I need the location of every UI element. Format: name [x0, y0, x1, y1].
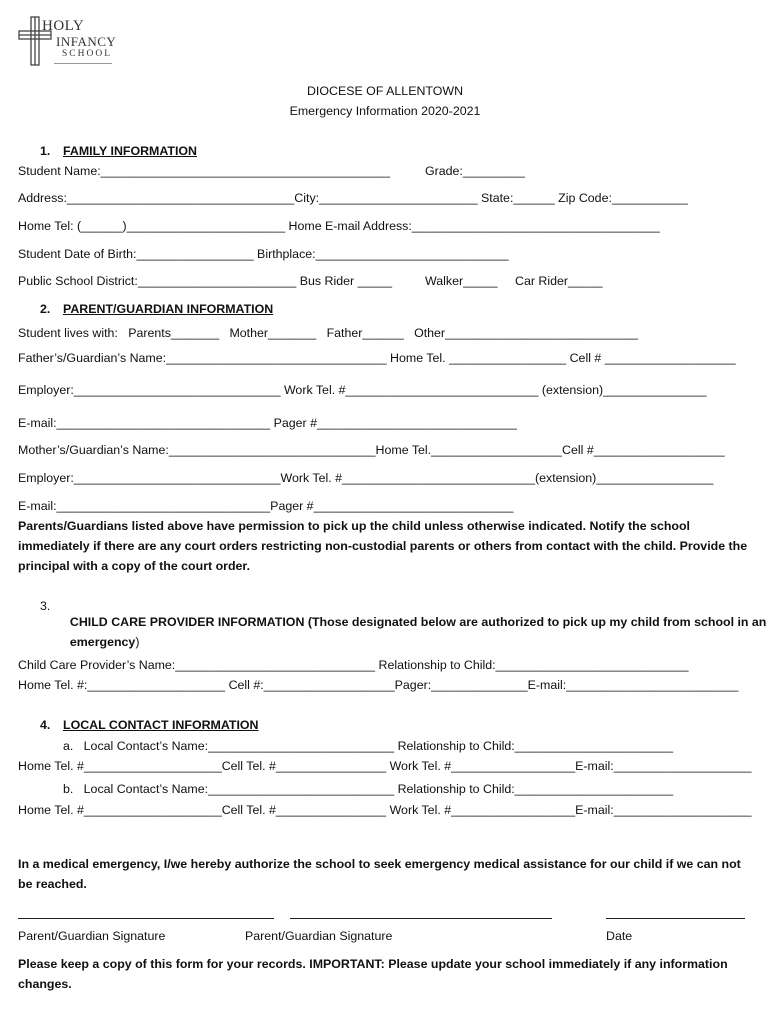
mother-email-row[interactable]: E-mail:_______________________________Pager #_____________________________ [18, 499, 514, 513]
section-4-number: 4. [40, 718, 51, 732]
logo-line-3: SCHOOL [62, 49, 113, 59]
home-tel-email-row[interactable]: Home Tel: (______)_______________________ Home E-mail Address:____________________________________ [18, 219, 660, 233]
section-3-note: (Those designated below are authorized to pick up my child from school in an [307, 615, 767, 629]
section-2-number: 2. [40, 302, 51, 316]
signature-label-2: Parent/Guardian Signature [245, 929, 393, 943]
walker-field[interactable]: Walker_____ [425, 274, 498, 288]
section-3-heading-line [63, 598, 766, 630]
date-label: Date [606, 929, 633, 943]
medical-authorization: In a medical emergency, I/we hereby authorize the school to seek emergency medical assistance for our child if we can not be reached. [18, 857, 741, 891]
school-logo [18, 16, 128, 70]
signature-line-2[interactable] [290, 918, 552, 919]
logo-line-1: HOLY [42, 18, 85, 34]
student-lives-with-row[interactable]: Student lives with: Parents_______ Mother_______ Father______ Other____________________________ [18, 326, 639, 340]
mother-employer-row[interactable]: Employer:______________________________Work Tel. #____________________________(extension)_________________ [18, 471, 714, 485]
address-row[interactable]: Address:_________________________________City:_______________________ State:______ Zip Code:___________ [18, 191, 688, 205]
car-rider-field[interactable]: Car Rider_____ [515, 274, 603, 288]
section-1-number: 1. [40, 144, 51, 158]
footer-notice: Please keep a copy of this form for your records. IMPORTANT: Please update your school immediately if any information changes. [18, 957, 728, 991]
district-bus-row[interactable]: Public School District:_______________________ Bus Rider _____ [18, 274, 393, 288]
section-3-note-close: ) [135, 635, 140, 649]
mother-name-row[interactable]: Mother’s/Guardian’s Name:______________________________Home Tel.___________________Cell #___________________ [18, 443, 725, 457]
father-employer-row[interactable]: Employer:______________________________ Work Tel. #____________________________ (extension)_______________ [18, 383, 707, 397]
document-title: DIOCESE OF ALLENTOWN [306, 84, 464, 98]
pickup-permission-notice: Parents/Guardians listed above have permission to pick up the child unless otherwise indicated. Notify the school immediately if there are any court orders restricting non-custodial parents or others from contact with the child. Provide the principal with a copy of the court order. [18, 519, 748, 573]
student-name-field[interactable]: Student Name:__________________________________________ [18, 164, 391, 178]
document-subtitle: Emergency Information 2020-2021 [289, 104, 481, 118]
contact-a-tel-row[interactable]: Home Tel. #____________________Cell Tel. #________________ Work Tel. #__________________E-mail:____________________ [18, 759, 752, 773]
signature-line-1[interactable] [18, 918, 274, 919]
contact-a-name-row[interactable]: a. Local Contact’s Name:___________________________ Relationship to Child:_______________________ [63, 739, 674, 753]
section-3-number: 3. [40, 599, 51, 613]
dob-birthplace-row[interactable]: Student Date of Birth:_________________ Birthplace:____________________________ [18, 247, 509, 261]
section-4-heading: LOCAL CONTACT INFORMATION [63, 718, 259, 732]
father-email-row[interactable]: E-mail:_______________________________ Pager #_____________________________ [18, 416, 517, 430]
childcare-tel-row[interactable]: Home Tel. #:____________________ Cell #:___________________Pager:______________E-mail:_________________________ [18, 678, 739, 692]
section-3-note-line-2 [63, 618, 139, 650]
father-name-row[interactable]: Father’s/Guardian’s Name:________________________________ Home Tel. _________________ Cell # ___________________ [18, 351, 736, 365]
logo-line-2: INFANCY [56, 34, 117, 49]
section-2-heading: PARENT/GUARDIAN INFORMATION [63, 302, 274, 316]
section-3-note-emergency: emergency [69, 635, 136, 649]
grade-field[interactable]: Grade:_________ [425, 164, 525, 178]
contact-b-name-row[interactable]: b. Local Contact’s Name:___________________________ Relationship to Child:_______________________ [63, 782, 674, 796]
signature-label-1: Parent/Guardian Signature [18, 929, 166, 943]
date-line[interactable] [606, 918, 745, 919]
childcare-name-row[interactable]: Child Care Provider’s Name:_____________________________ Relationship to Child:____________________________ [18, 658, 689, 672]
contact-b-tel-row[interactable]: Home Tel. #____________________Cell Tel. #________________ Work Tel. #__________________E-mail:____________________ [18, 803, 752, 817]
logo-tagline-rule [54, 63, 112, 64]
section-3-heading: CHILD CARE PROVIDER INFORMATION [69, 615, 305, 629]
section-1-heading: FAMILY INFORMATION [63, 144, 198, 158]
